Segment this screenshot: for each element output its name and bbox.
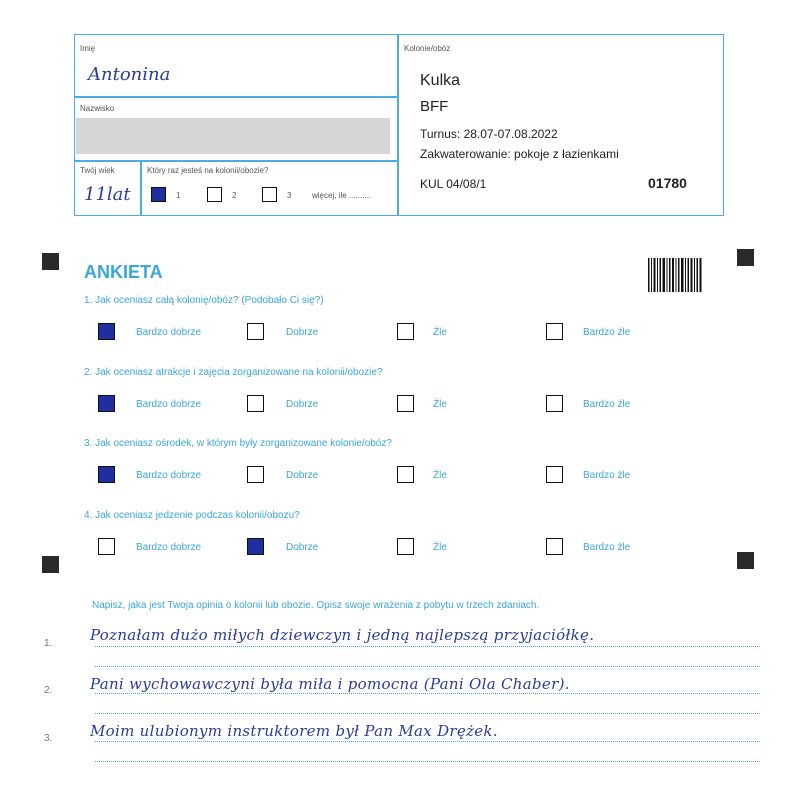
camp-label: Kolonie/obóz <box>404 44 451 53</box>
header-divider-h1 <box>74 96 398 98</box>
question-1-text: 1. Jak oceniasz całą kolonię/obóz? (Podobało Ci się?) <box>84 295 324 306</box>
question-1-checkbox-2[interactable] <box>247 323 264 340</box>
question-4-text: 4. Jak oceniasz jedzenie podczas kolonii/obozu? <box>84 510 300 521</box>
opinion-line-1b <box>95 666 760 667</box>
camp-sub: BFF <box>420 98 449 115</box>
header-divider-vertical <box>397 34 399 216</box>
question-3-option-3: Źle <box>433 470 447 481</box>
question-4-option-1: Bardzo dobrze <box>136 542 202 553</box>
registration-marker-bl <box>42 556 59 573</box>
registration-marker-tl <box>42 253 59 270</box>
question-1-option-3: Źle <box>433 327 447 338</box>
header-divider-h2 <box>74 160 398 162</box>
times-option-3: 3 <box>287 191 292 200</box>
camp-code: KUL 04/08/1 <box>420 177 487 191</box>
question-3-checkbox-1[interactable] <box>98 466 115 483</box>
opinion-line-1a <box>95 646 760 647</box>
opinion-number-3: 3. <box>44 733 53 744</box>
times-checkbox-2[interactable] <box>207 187 222 202</box>
question-1-option-4: Bardzo źle <box>583 327 631 338</box>
times-option-2: 2 <box>232 191 237 200</box>
question-1-option-2: Dobrze <box>286 327 319 338</box>
camp-number: 01780 <box>648 175 687 191</box>
registration-marker-tr <box>737 249 754 266</box>
question-2-checkbox-3[interactable] <box>397 395 414 412</box>
camp-name: Kulka <box>420 72 461 89</box>
surname-redaction <box>76 118 390 154</box>
name-label: Imię <box>80 44 96 53</box>
registration-marker-br <box>737 552 754 569</box>
age-value: 11lat <box>84 184 131 205</box>
question-2-checkbox-1[interactable] <box>98 395 115 412</box>
question-2-checkbox-4[interactable] <box>546 395 563 412</box>
opinion-prompt: Napisz, jaka jest Twoja opinia o kolonii lub obozie. Opisz swoje wrażenia z pobytu w trzech zdaniach. <box>92 600 540 611</box>
question-4-checkbox-4[interactable] <box>546 538 563 555</box>
question-3-option-2: Dobrze <box>286 470 319 481</box>
survey-title: ANKIETA <box>84 262 163 282</box>
question-1-checkbox-3[interactable] <box>397 323 414 340</box>
barcode-icon <box>648 258 702 292</box>
name-value: Antonina <box>88 64 171 85</box>
question-2-option-1: Bardzo dobrze <box>136 399 202 410</box>
question-4-option-2: Dobrze <box>286 542 319 553</box>
times-checkbox-3[interactable] <box>262 187 277 202</box>
opinion-line-3b <box>95 761 760 762</box>
opinion-sentence-3: Moim ulubionym instruktorem był Pan Max Drężek. <box>90 722 498 740</box>
accommodation: Zakwaterowanie: pokoje z łazienkami <box>420 147 619 161</box>
opinion-line-2a <box>95 693 760 694</box>
opinion-line-3a <box>95 741 760 742</box>
surname-label: Nazwisko <box>80 104 115 113</box>
question-3-text: 3. Jak oceniasz ośrodek, w którym były zorganizowane kolonie/obóz? <box>84 438 392 449</box>
age-label: Twój wiek <box>80 166 115 175</box>
times-option-1: 1 <box>176 191 181 200</box>
opinion-line-2b <box>95 713 760 714</box>
question-1-checkbox-1[interactable] <box>98 323 115 340</box>
opinion-number-1: 1. <box>44 638 53 649</box>
times-label: Który raz jesteś na kolonii/obozie? <box>147 166 269 175</box>
question-3-option-1: Bardzo dobrze <box>136 470 202 481</box>
question-1-option-1: Bardzo dobrze <box>136 327 202 338</box>
question-4-option-4: Bardzo źle <box>583 542 631 553</box>
opinion-number-2: 2. <box>44 685 53 696</box>
question-2-option-2: Dobrze <box>286 399 319 410</box>
question-4-checkbox-2[interactable] <box>247 538 264 555</box>
question-2-checkbox-2[interactable] <box>247 395 264 412</box>
question-3-option-4: Bardzo źle <box>583 470 631 481</box>
question-1-checkbox-4[interactable] <box>546 323 563 340</box>
question-4-checkbox-3[interactable] <box>397 538 414 555</box>
times-more: więcej, ile .......... <box>312 191 372 200</box>
question-2-text: 2. Jak oceniasz atrakcje i zajęcia zorganizowane na kolonii/obozie? <box>84 367 383 378</box>
question-4-option-3: Źle <box>433 542 447 553</box>
question-3-checkbox-3[interactable] <box>397 466 414 483</box>
turnus: Turnus: 28.07-07.08.2022 <box>420 127 558 141</box>
question-2-option-4: Bardzo źle <box>583 399 631 410</box>
question-3-checkbox-4[interactable] <box>546 466 563 483</box>
question-2-option-3: Źle <box>433 399 447 410</box>
times-checkbox-1[interactable] <box>151 187 166 202</box>
question-3-checkbox-2[interactable] <box>247 466 264 483</box>
opinion-sentence-2: Pani wychowawczyni była miła i pomocna (Pani Ola Chaber). <box>90 675 570 693</box>
question-4-checkbox-1[interactable] <box>98 538 115 555</box>
header-divider-age <box>140 160 142 216</box>
opinion-sentence-1: Poznałam dużo miłych dziewczyn i jedną najlepszą przyjaciółkę. <box>90 626 595 644</box>
